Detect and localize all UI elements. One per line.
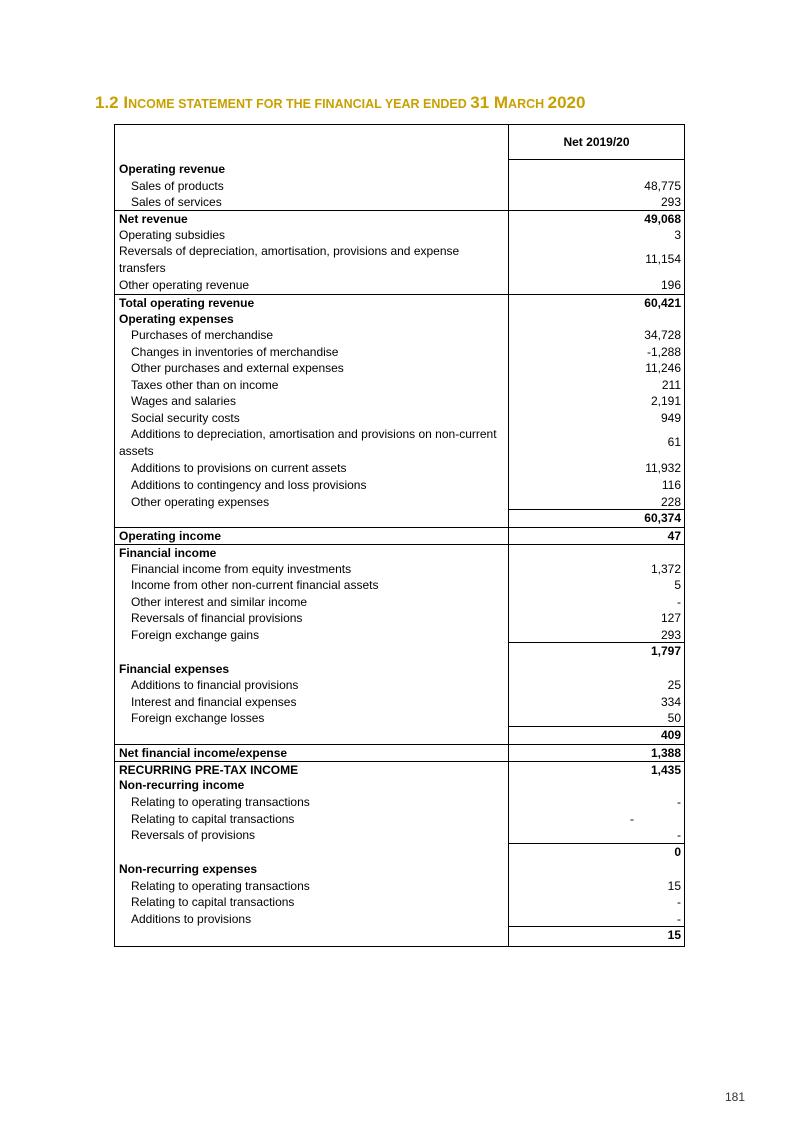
statement-row (115, 178, 684, 195)
statement-row (115, 426, 684, 459)
row-value: 293 (660, 195, 681, 209)
row-value: 1,435 (650, 763, 681, 777)
row-value: 34,728 (644, 328, 681, 342)
row-value: 15 (509, 926, 684, 944)
row-label: Additions to provisions (131, 912, 252, 926)
row-label: Foreign exchange losses (131, 711, 265, 725)
row-value: 60,374 (509, 509, 684, 527)
statement-row (115, 594, 684, 611)
row-label: Purchases of merchandise (131, 328, 274, 342)
row-value: -1,288 (646, 345, 681, 359)
row-value: - (677, 595, 681, 609)
statement-row (115, 827, 684, 844)
row-label: Income from other non-current financial assets (131, 578, 379, 592)
statement-row (115, 777, 684, 794)
row-label: Operating income (119, 529, 222, 543)
row-label: Wages and salaries (131, 394, 236, 408)
heading-part: I (123, 93, 129, 112)
statement-row (115, 610, 684, 627)
statement-row (115, 544, 684, 562)
statement-row (115, 161, 684, 178)
row-value: 334 (660, 695, 681, 709)
row-label: Additions to provisions on current assets (131, 461, 347, 475)
statement-row (115, 727, 684, 744)
statement-row (115, 561, 684, 578)
page-number: 181 (725, 1090, 746, 1104)
row-label: Social security costs (131, 411, 240, 425)
row-value: 48,775 (644, 179, 681, 193)
section-number: 1.2 (95, 93, 119, 112)
row-label: Foreign exchange gains (131, 628, 260, 642)
row-label: Sales of services (131, 195, 222, 209)
statement-row (115, 761, 684, 779)
row-value: 293 (660, 628, 681, 642)
row-value: 1,372 (650, 562, 681, 576)
row-label: Net financial income/expense (119, 746, 288, 760)
row-label: Reversals of depreciation, amortisation, provisions and expense transfers (119, 244, 460, 275)
statement-row (115, 694, 684, 711)
row-value: 5 (674, 578, 681, 592)
row-label: Taxes other than on income (131, 378, 279, 392)
statement-row (115, 794, 684, 811)
row-value: 49,068 (644, 212, 681, 226)
row-label: Interest and financial expenses (131, 695, 297, 709)
statement-row (115, 344, 684, 361)
row-label: Other operating expenses (131, 495, 270, 509)
statement-row (115, 460, 684, 477)
row-value: 0 (509, 843, 684, 861)
row-value: 3 (674, 228, 681, 242)
statement-row (115, 393, 684, 410)
row-label: Relating to operating transactions (131, 795, 310, 809)
row-value: - (677, 912, 681, 926)
row-label: Other purchases and external expenses (131, 361, 344, 375)
row-value: 2,191 (650, 394, 681, 408)
statement-row (115, 277, 684, 294)
statement-row (115, 861, 684, 878)
row-label: Changes in inventories of merchandise (131, 345, 339, 359)
heading-part: NCOME STATEMENT FOR THE FINANCIAL YEAR ENDED (128, 97, 471, 111)
row-label: Net revenue (119, 212, 188, 226)
row-value: 60,421 (644, 296, 681, 310)
heading-part: 2020 (547, 93, 586, 112)
row-value: - (630, 812, 634, 826)
row-value: 228 (660, 495, 681, 509)
statement-row (115, 744, 684, 762)
row-label: Relating to operating transactions (131, 879, 310, 893)
statement-row (115, 294, 684, 312)
row-value: 25 (667, 678, 681, 692)
row-label: Additions to contingency and loss provisions (131, 478, 367, 492)
statement-row (115, 677, 684, 694)
statement-row (115, 360, 684, 377)
row-value: - (677, 795, 681, 809)
heading-part: ARCH (508, 97, 548, 111)
row-value: 50 (667, 711, 681, 725)
row-value: - (677, 828, 681, 842)
statement-row (115, 510, 684, 527)
statement-row (115, 927, 684, 944)
row-label: Other interest and similar income (131, 595, 308, 609)
row-value: 211 (661, 378, 681, 392)
row-label: Reversals of provisions (131, 828, 256, 842)
row-value: - (677, 895, 681, 909)
section-heading (95, 93, 585, 113)
statement-row (115, 327, 684, 344)
statement-row (115, 243, 684, 276)
row-label: Financial income (119, 546, 217, 560)
row-label: Relating to capital transactions (131, 895, 295, 909)
statement-row (115, 377, 684, 394)
statement-row (115, 210, 684, 228)
row-label: Other operating revenue (119, 278, 250, 292)
row-value: 11,246 (645, 361, 681, 375)
row-value: 61 (667, 435, 681, 449)
row-value: 127 (660, 611, 681, 625)
statement-row (115, 844, 684, 861)
statement-row (115, 194, 684, 211)
row-label: Non-recurring income (119, 778, 245, 792)
statement-row (115, 410, 684, 427)
row-label: Operating revenue (119, 162, 226, 176)
row-value: 15 (667, 879, 681, 893)
statement-row (115, 311, 684, 328)
statement-row (115, 710, 684, 727)
heading-part: 31 M (470, 93, 509, 112)
row-label: Relating to capital transactions (131, 812, 295, 826)
row-label: Sales of products (131, 179, 224, 193)
row-value: 1,797 (509, 642, 684, 660)
row-label: Operating subsidies (119, 228, 226, 242)
row-label: Additions to financial provisions (131, 678, 299, 692)
statement-row (115, 227, 684, 244)
statement-row (115, 527, 684, 545)
statement-row (115, 477, 684, 494)
row-value: 11,932 (645, 461, 681, 475)
row-value: 196 (660, 278, 681, 292)
row-value: 116 (661, 478, 681, 492)
column-header: Net 2019/20 (509, 125, 684, 160)
row-label: RECURRING PRE-TAX INCOME (119, 763, 299, 777)
income-statement-table (114, 124, 685, 947)
row-label: Operating expenses (119, 312, 234, 326)
statement-row (115, 661, 684, 678)
row-label: Reversals of financial provisions (131, 611, 303, 625)
row-value: 409 (509, 726, 684, 744)
row-value: 1,388 (650, 746, 681, 760)
row-label: Non-recurring expenses (119, 862, 258, 876)
row-label: Financial income from equity investments (131, 562, 352, 576)
row-value: 949 (660, 411, 681, 425)
row-label: Additions to depreciation, amortisation and provisions on non-current assets (119, 427, 497, 458)
statement-row (115, 878, 684, 895)
statement-row (115, 643, 684, 660)
statement-row (115, 894, 684, 911)
row-value: 47 (667, 529, 681, 543)
row-label: Total operating revenue (119, 296, 255, 310)
row-value: 11,154 (645, 252, 681, 266)
row-label: Financial expenses (119, 662, 230, 676)
statement-row (115, 577, 684, 594)
statement-row (115, 811, 684, 828)
